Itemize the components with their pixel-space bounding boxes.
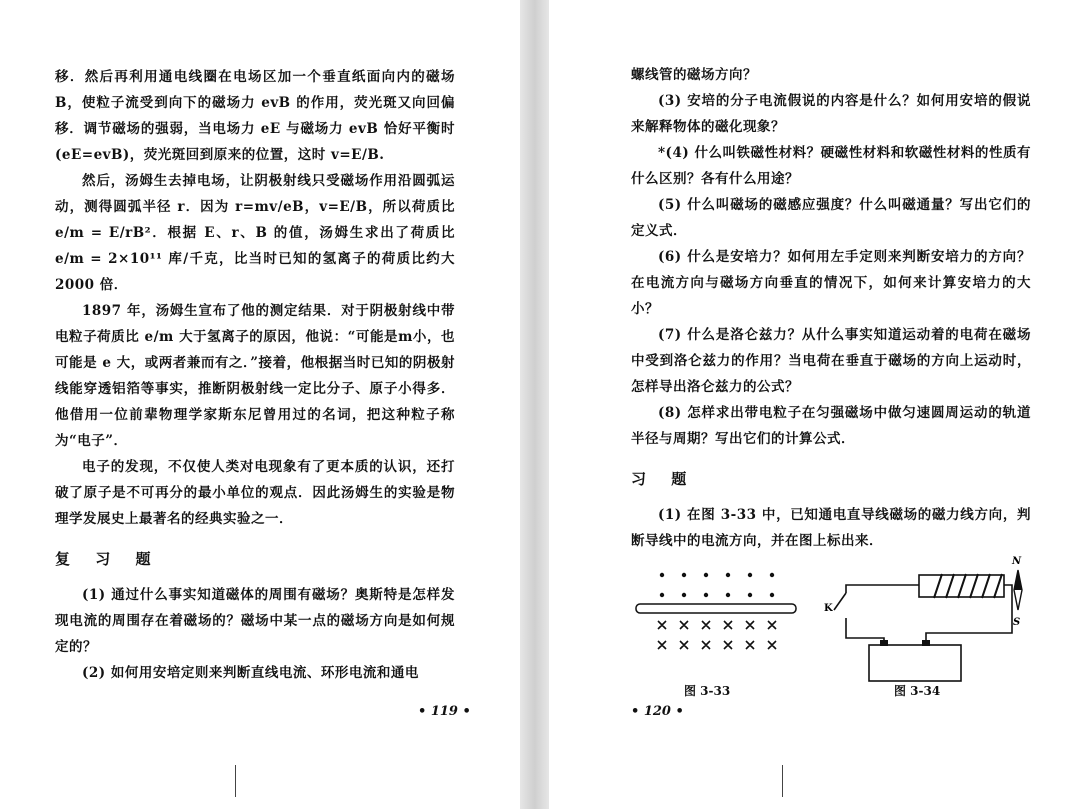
page-number: • 119 • [418, 704, 471, 719]
question: *(4) 什么叫铁磁性材料？硬磁性材料和软磁性材料的性质有什么区别？各有什么用途？ [631, 145, 1031, 187]
right-body [631, 62, 1031, 554]
question: (2) 如何用安培定则来判断直线电流、环形电流和通电 [82, 665, 419, 681]
switch-label: K [824, 603, 833, 614]
paragraph: 然后，汤姆生去掉电场，让阴极射线只受磁场作用沿圆弧运动，测得圆弧半径 r．因为 r=mv/eB，v=E/B，所以荷质比 e/m = E/rB²．根据 E、r、B 的值，汤姆生求出了荷质比 e/m = 2×10¹¹ 库/千克，比当时已知的氢离子的荷质比约大 2000 倍． [55, 173, 455, 293]
question: (7) 什么是洛仑兹力？从什么事实知道运动着的电荷在磁场中受到洛仑兹力的作用？当电荷在垂直于磁场的方向上运动时，怎样导出洛仑兹力的公式？ [631, 327, 1031, 395]
section-heading-review: 复 习 题 [55, 550, 161, 568]
left-page [0, 0, 520, 809]
terminal [922, 640, 930, 646]
paragraph: 螺线管的磁场方向？ [631, 67, 757, 83]
question: (5) 什么叫磁场的磁感应强度？什么叫磁通量？写出它们的定义式． [631, 197, 1031, 239]
page-number: • 120 • [631, 704, 684, 719]
scan-mark [782, 765, 783, 797]
question: (6) 什么是安培力？如何用左手定则来判断安培力的方向？在电流方向与磁场方向垂直的情况下，如何来计算安培力的大小？ [631, 249, 1031, 317]
south-label: S [1013, 617, 1021, 628]
straight-wire [636, 604, 796, 613]
section-heading-exercises: 习 题 [631, 470, 697, 488]
book-gutter [520, 0, 549, 809]
question: (3) 安培的分子电流假说的内容是什么？如何用安培的假说来解释物体的磁化现象？ [631, 93, 1031, 135]
paragraph: 移．然后再利用通电线圈在电场区加一个垂直纸面向内的磁场 B，使粒子流受到向下的磁场力 evB 的作用，荧光斑又向回偏移．调节磁场的强弱，当电场力 eE 与磁场力 evB 恰好平衡时(eE=evB)，荧光斑回到原来的位置，这时 v=E/B. [55, 69, 455, 163]
paragraph: 1897 年，汤姆生宣布了他的测定结果．对于阴极射线中带电粒子荷质比 e/m 大于氢离子的原因，他说：“可能是m小，也可能是 e 大，或两者兼而有之．”接着，他根据当时已知的阴极射线能穿透铝箔等事实，推断阴极射线一定比分子、原子小得多．他借用一位前辈物理学家斯东尼曾用过的名词，把这种粒子称为“电子”． [55, 303, 455, 449]
figure-caption: 图 3-34 [894, 684, 941, 698]
exercise: (1) 在图 3-33 中，已知通电直导线磁场的磁力线方向，判断导线中的电流方向，并在图上标出来． [631, 507, 1031, 549]
left-body [55, 64, 455, 686]
north-label: N [1012, 556, 1022, 567]
compass-north-half [1014, 570, 1022, 590]
right-page [549, 0, 1080, 809]
figure-3-34 [814, 548, 1029, 683]
scan-mark [235, 765, 236, 797]
terminal [880, 640, 888, 646]
figure-caption: 图 3-33 [684, 684, 731, 698]
field-dots [660, 573, 774, 597]
question: (8) 怎样求出带电粒子在匀强磁场中做匀速圆周运动的轨道半径与周期？写出它们的计算公式． [631, 405, 1031, 447]
question: (1) 通过什么事实知道磁体的周围有磁场？奥斯特是怎样发现电流的周围存在着磁场的？磁场中某一点的磁场方向是如何规定的？ [55, 587, 455, 655]
paragraph: 电子的发现，不仅使人类对电现象有了更本质的认识，还打破了原子是不可再分的最小单位的观点．因此汤姆生的实验是物理学发展史上最著名的经典实验之一． [55, 459, 455, 527]
power-source [869, 645, 961, 681]
figure-3-33 [634, 560, 804, 665]
field-crosses [658, 621, 776, 649]
